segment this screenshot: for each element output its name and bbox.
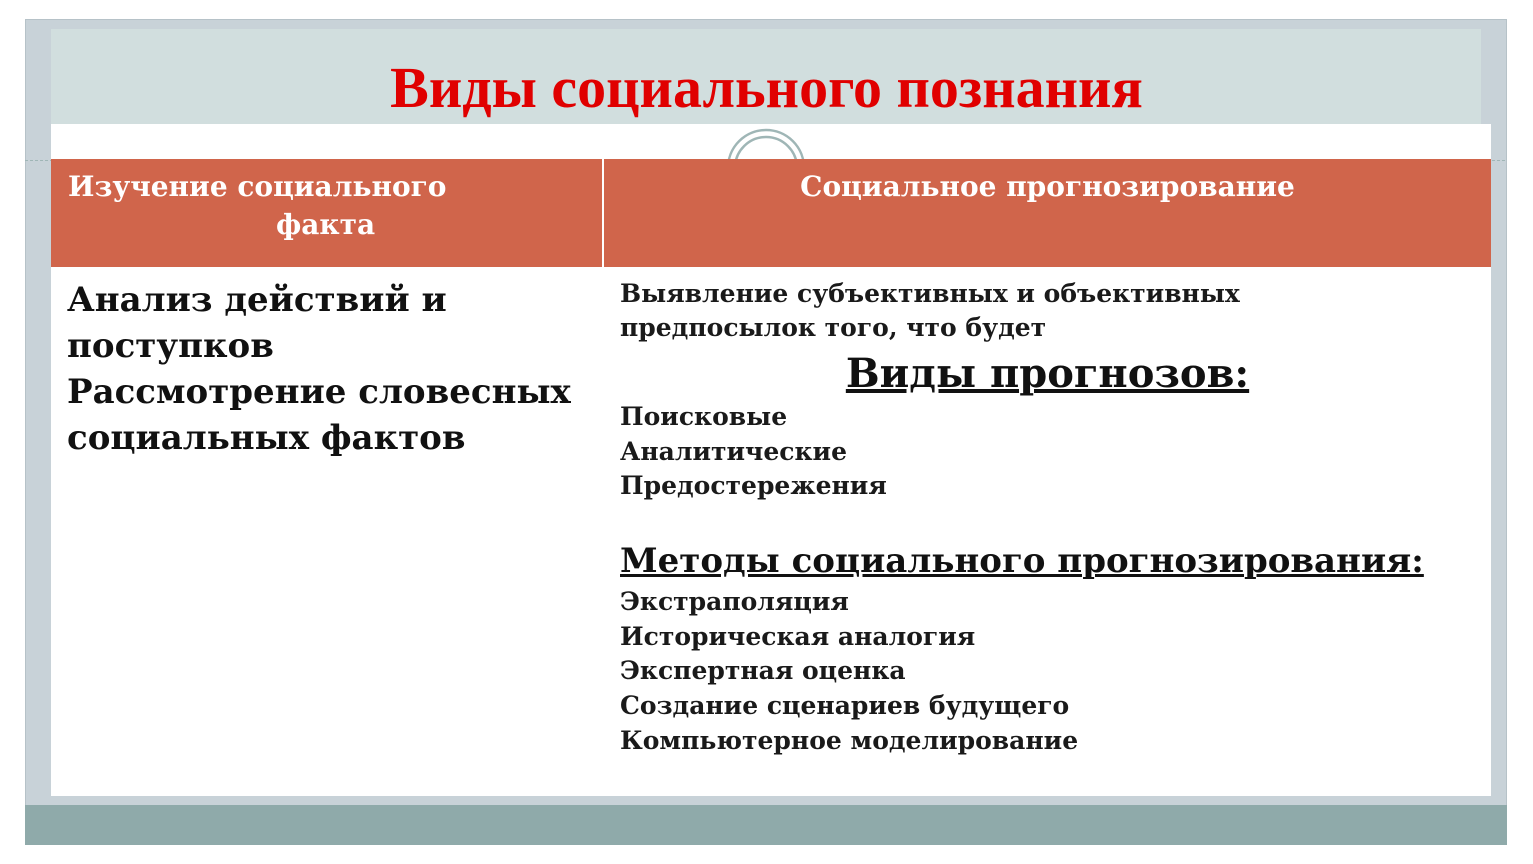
forecast-types-list (620, 400, 887, 504)
left-line: Рассмотрение словесных (67, 372, 571, 412)
forecast-types-heading: Виды прогнозов: (845, 350, 1250, 397)
list-item: Аналитические (620, 436, 847, 466)
list-item: Поисковые (620, 402, 788, 431)
header-social-forecasting: Социальное прогнозирование (800, 170, 1295, 203)
header-left-line-1: Изучение социального (68, 170, 447, 203)
header-social-fact (68, 168, 598, 244)
methods-heading: Методы социального прогнозирования: (620, 541, 1424, 581)
bottom-band (25, 805, 1507, 845)
list-item: Создание сценариев будущего (620, 691, 1070, 721)
list-item: Предостережения (620, 471, 887, 500)
methods-list (620, 585, 1078, 759)
list-item: Историческая аналогия (620, 621, 976, 651)
list-item: Экстраполяция (620, 587, 849, 616)
left-line: социальных фактов (67, 418, 466, 458)
list-item: Экспертная оценка (620, 656, 906, 686)
intro-line: предпосылок того, что будет (620, 313, 1047, 342)
list-item: Компьютерное моделирование (620, 725, 1079, 755)
forecast-intro (620, 277, 1480, 345)
intro-line: Выявление субъективных и объективных (620, 279, 1240, 308)
left-line: поступков (67, 326, 274, 366)
slide-title: Виды социального познания (390, 55, 1143, 120)
header-left-line-2: факта (276, 208, 376, 241)
left-column-text (67, 277, 597, 461)
left-line: Анализ действий и (67, 280, 447, 320)
